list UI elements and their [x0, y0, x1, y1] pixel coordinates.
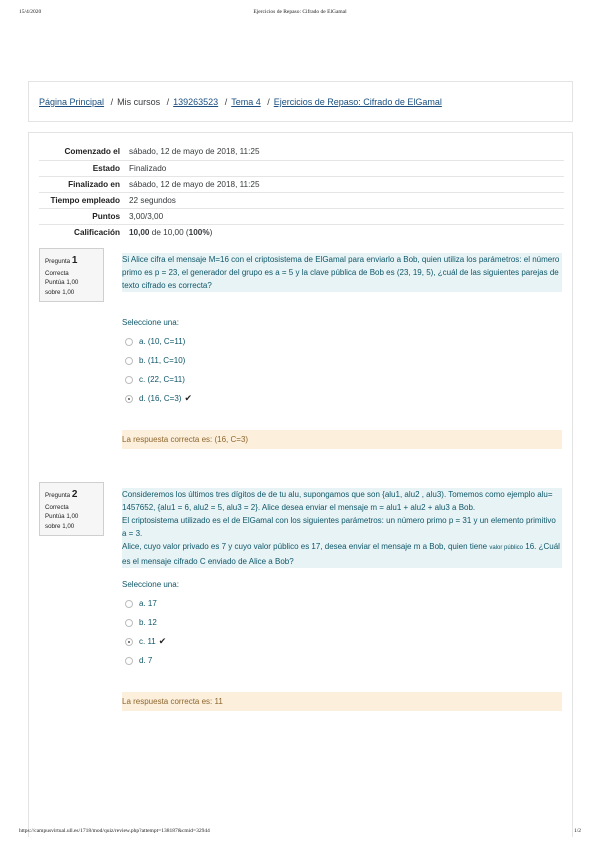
question-text-para: El criptosistema utilizado es el de ElGamal con los siguientes parámetros: un número primo p = 31 y un elemento primitivo a = 3. [122, 516, 556, 538]
question-number: 2 [71, 489, 78, 500]
correct-check-icon: ✔ [158, 636, 167, 646]
option-label: a. (10, C=11) [139, 337, 186, 346]
radio-button[interactable] [125, 600, 133, 608]
option-label: b. 12 [139, 618, 157, 627]
correct-answer-feedback: La respuesta correcta es: (16, C=3) [122, 430, 562, 449]
question-max-score: sobre 1,00 [45, 522, 75, 530]
breadcrumb-home-link[interactable]: Página Principal [39, 97, 105, 107]
radio-button-selected[interactable] [125, 395, 133, 403]
grade-value: 10,00 [129, 227, 150, 237]
print-page-number: 1/2 [573, 828, 581, 834]
option-label: b. (11, C=10) [139, 356, 186, 365]
select-one-prompt: Seleccione una: [122, 318, 179, 327]
question-text [122, 253, 562, 292]
answer-option-c[interactable] [122, 632, 562, 651]
summary-label: Puntos [39, 208, 125, 224]
breadcrumb-separator: / [224, 97, 228, 107]
option-label: c. 11 [139, 637, 156, 646]
question-status: Correcta [45, 269, 69, 277]
answer-option-d[interactable] [122, 651, 562, 670]
answer-options [122, 594, 562, 670]
question-text-fragment: Alice, cuyo valor privado es 7 y cuyo valor público es 17, desea enviar el mensaje m a Bob, quien tiene [122, 542, 490, 551]
question-2-body [122, 488, 562, 711]
summary-value: 3,00/3,00 [125, 208, 564, 224]
summary-value: Finalizado [125, 160, 564, 176]
radio-button[interactable] [125, 338, 133, 346]
summary-label: Comenzado el [64, 147, 120, 157]
option-label: a. 17 [139, 599, 157, 608]
breadcrumb-separator: / [166, 97, 170, 107]
attempt-summary-table [39, 144, 564, 240]
question-word: Pregunta [45, 258, 71, 265]
grade-close: ) [209, 227, 213, 237]
summary-row-started [39, 144, 564, 160]
print-date: 15/4/2020 [19, 9, 42, 15]
breadcrumb [39, 97, 442, 107]
question-text-para: Consideremos los últimos tres dígitos de de tu alu, supongamos que son {alu1, alu2 , alu3). Tomemos como ejemplo alu= 1457652, {alu1 = 6, alu2 = 5, alu3 = 2}. Alice desea enviar el mensaje m = alu1 + alu2 + alu3 a Bob. [122, 490, 553, 512]
print-url: https://campusvirtual.ull.es/1718/mod/quiz/review.php?attempt=138187&cmid=32944 [19, 828, 210, 834]
summary-value: sábado, 12 de mayo de 2018, 11:25 [129, 147, 260, 157]
question-text-fragment: valor público [489, 545, 524, 551]
breadcrumb-quiz-link[interactable]: Ejercicios de Repaso: Cifrado de ElGamal [273, 97, 442, 107]
answer-option-a[interactable] [122, 332, 562, 351]
correct-answer-feedback: La respuesta correcta es: 11 [122, 692, 562, 711]
radio-button[interactable] [125, 619, 133, 627]
question-number: 1 [71, 255, 78, 266]
question-status: Correcta [45, 503, 69, 511]
answer-option-c[interactable] [122, 370, 562, 389]
answer-option-a[interactable] [122, 594, 562, 613]
breadcrumb-card [28, 81, 573, 122]
option-label: c. (22, C=11) [139, 375, 185, 384]
answer-option-b[interactable] [122, 351, 562, 370]
radio-button[interactable] [125, 657, 133, 665]
radio-button[interactable] [125, 357, 133, 365]
question-score: Puntúa 1,00 [45, 513, 79, 521]
option-label: d. 7 [139, 656, 153, 665]
breadcrumb-separator: / [267, 97, 270, 107]
breadcrumb-my-courses: Mis cursos [117, 97, 161, 107]
question-word: Pregunta [45, 492, 71, 499]
question-1-info [39, 248, 104, 302]
answer-options [122, 332, 562, 408]
radio-button[interactable] [125, 376, 133, 384]
summary-row-grade [39, 224, 564, 240]
answer-option-b[interactable] [122, 613, 562, 632]
summary-row-points [39, 208, 564, 224]
summary-value: sábado, 12 de mayo de 2018, 11:25 [125, 176, 564, 192]
grade-out-of: de 10,00 ( [149, 227, 189, 237]
question-text-para: Si Alice cifra el mensaje M=16 con el criptosistema de ElGamal para enviarlo a Bob, quien utiliza los parámetros: el número primo es p = 23, el generador del grupo es a = 5 y la clave pública de Bob es (23, 19, 5), ¿cuál de las siguientes parejas de texto cifrado es correcta? [122, 255, 560, 290]
grade-percent: 100% [188, 227, 210, 237]
correct-check-icon: ✔ [184, 393, 193, 403]
question-text-para [122, 540, 562, 568]
print-title: Ejercicios de Repaso: Cifrado de ElGamal [253, 9, 347, 15]
summary-row-finished [39, 176, 564, 192]
summary-label: Calificación [39, 224, 125, 240]
radio-button-selected[interactable] [125, 638, 133, 646]
question-max-score: sobre 1,00 [45, 288, 75, 296]
question-score: Puntúa 1,00 [45, 279, 79, 287]
summary-value [125, 224, 564, 240]
question-1-body [122, 253, 562, 449]
print-header [0, 9, 600, 21]
quiz-review-card [28, 132, 573, 837]
summary-label: Estado [39, 160, 125, 176]
summary-row-time [39, 192, 564, 208]
summary-label: Finalizado en [39, 176, 125, 192]
question-text [122, 488, 562, 568]
question-2-info [39, 482, 104, 536]
summary-value: 22 segundos [125, 192, 564, 208]
breadcrumb-topic-link[interactable]: Tema 4 [231, 97, 261, 107]
answer-option-d[interactable] [122, 389, 562, 408]
breadcrumb-separator: / [110, 97, 114, 107]
option-label: d. (16, C=3) [139, 394, 182, 403]
summary-label: Tiempo empleado [39, 192, 125, 208]
breadcrumb-course-link[interactable]: 139263523 [173, 97, 219, 107]
summary-row-state [39, 160, 564, 176]
question-text-fragment: 16. ¿Cuál es el mensaje cifrado C enviado de Alice a Bob? [122, 542, 560, 566]
select-one-prompt: Seleccione una: [122, 580, 179, 589]
